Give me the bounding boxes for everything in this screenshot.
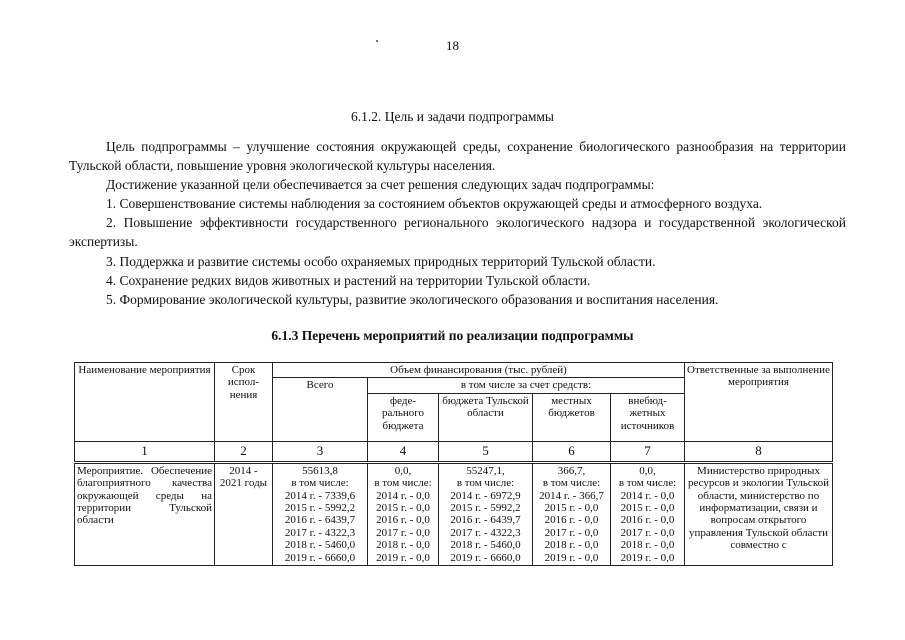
column-number: 2	[215, 441, 273, 462]
header-name: Наименование мероприятия	[75, 363, 215, 442]
column-number: 6	[533, 441, 611, 462]
scan-speck	[376, 40, 378, 42]
header-financing: Объем финансирования (тыс. рублей)	[273, 363, 685, 378]
tasks-intro: Достижение указанной цели обеспечивается за счет решения следующих задач подпрограммы:	[106, 177, 655, 192]
column-number: 1	[75, 441, 215, 462]
column-number: 7	[611, 441, 685, 462]
header-term: Срок испол-нения	[215, 363, 273, 442]
header-including: в том числе за счет средств:	[368, 378, 685, 393]
table-row	[75, 462, 833, 565]
row-regional: 55247,1, в том числе: 2014 г. - 6972,9 2015 г. - 5992,2 2016 г. - 6439,7 2017 г. - 4322,3 2018 г. - 5460,0 2019 г. - 6660,0	[439, 462, 533, 565]
task-item: 1. Совершенствование системы наблюдения за состоянием объектов окружающей среды и атмосферного воздуха.	[106, 196, 763, 211]
row-responsible: Министерство природных ресурсов и экологии Тульской области, министерство по информатизации, связи и вопросам открытого управления Тульской области совместно с	[685, 462, 833, 565]
header-offbudget: внебюд-жетных источников	[611, 393, 685, 441]
row-local: 366,7, в том числе: 2014 г. - 366,7 2015 г. - 0,0 2016 г. - 0,0 2017 г. - 0,0 2018 г. - 0,0 2019 г. - 0,0	[533, 462, 611, 565]
section-title: 6.1.2. Цель и задачи подпрограммы	[350, 109, 554, 124]
header-total: Всего	[273, 378, 368, 441]
header-local: местных бюджетов	[533, 393, 611, 441]
column-number: 8	[685, 441, 833, 462]
task-item: 4. Сохранение редких видов животных и растений на территории Тульской области.	[106, 273, 591, 288]
row-name: Мероприятие. Обеспечение благоприятного качества окружающей среды на территории Тульской области	[75, 462, 215, 565]
header-regional: бюджета Тульской области	[439, 393, 533, 441]
table-title: 6.1.3 Перечень мероприятий по реализации подпрограммы	[271, 328, 634, 343]
header-responsible: Ответственные за выполнение мероприятия	[685, 363, 833, 442]
task-item: 2. Повышение эффективности государственного регионального экологического надзора и государственной экологической экспертизы.	[69, 215, 846, 249]
column-number: 4	[368, 441, 439, 462]
activities-table	[74, 362, 833, 566]
row-total: 55613,8 в том числе: 2014 г. - 7339,6 2015 г. - 5992,2 2016 г. - 6439,7 2017 г. - 4322,3 2018 г. - 5460,0 2019 г. - 6660,0	[273, 462, 368, 565]
goal-paragraph: Цель подпрограммы – улучшение состояния окружающей среды, сохранение биологического разнообразия на территории Тульской области, повышение уровня экологической культуры населения.	[69, 139, 846, 173]
row-offbudget: 0,0, в том числе: 2014 г. - 0,0 2015 г. - 0,0 2016 г. - 0,0 2017 г. - 0,0 2018 г. - 0,0 2019 г. - 0,0	[611, 462, 685, 565]
header-federal: феде-рального бюджета	[368, 393, 439, 441]
task-item: 3. Поддержка и развитие системы особо охраняемых природных территорий Тульской области.	[106, 254, 656, 269]
row-federal: 0,0, в том числе: 2014 г. - 0,0 2015 г. - 0,0 2016 г. - 0,0 2017 г. - 0,0 2018 г. - 0,0 2019 г. - 0,0	[368, 462, 439, 565]
row-term: 2014 - 2021 годы	[215, 462, 273, 565]
column-number: 5	[439, 441, 533, 462]
task-item: 5. Формирование экологической культуры, развитие экологического образования и воспитания населения.	[106, 292, 719, 307]
column-number: 3	[273, 441, 368, 462]
page-number: 18	[446, 38, 459, 53]
